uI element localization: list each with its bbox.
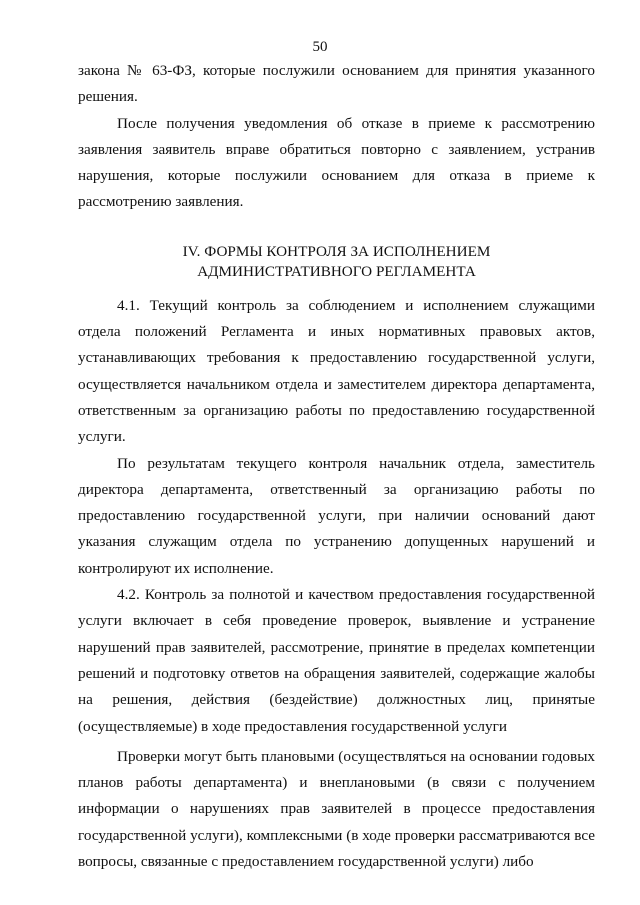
document-body <box>78 58 595 875</box>
paragraph-inspections: Проверки могут быть плановыми (осуществляться на основании годовых планов работы департамента) и внеплановыми (в связи с получением информации о нарушениях прав заявителей в процессе предоставления государственной услуги), комплексными (в ходе проверки рассматриваются все вопросы, связанные с предоставлением государственной услуги) либо <box>78 747 595 871</box>
section-heading <box>78 242 595 282</box>
page-number: 50 <box>312 39 328 55</box>
section-heading-line-2: АДМИНИСТРАТИВНОГО РЕГЛАМЕНТА <box>197 262 476 280</box>
paragraph-refusal-notice: После получения уведомления об отказе в приеме к рассмотрению заявления заявитель вправе обратиться повторно с заявлением, устранив нарушения, которые послужили основанием для отказа в приеме к рассмотрению заявления. <box>78 114 595 211</box>
paragraph-4-2: 4.2. Контроль за полнотой и качеством предоставления государственной услуги включает в себя проведение проверок, выявление и устранение нарушений прав заявителей, рассмотрение, принятие в пределах компетенции решений и подготовку ответов на обращения заявителей, содержащие жалобы на решения, действия (бездействие) должностных лиц, принятые (осуществляемые) в ходе предоставления государственной услуги <box>78 586 595 735</box>
paragraph-4-1: 4.1. Текущий контроль за соблюдением и исполнением служащими отдела положений Регламента и иных нормативных правовых актов, устанавливающих требования к предоставлению государственной услуги, осуществляется начальником отдела и заместителем директора департамента, ответственным за организацию работы по предоставлению государственной услуги. <box>78 296 595 446</box>
paragraph-continuation: закона № 63-ФЗ, которые послужили основанием для принятия указанного решения. <box>78 62 595 106</box>
section-heading-line-1: IV. ФОРМЫ КОНТРОЛЯ ЗА ИСПОЛНЕНИЕМ <box>182 242 491 260</box>
paragraph-current-control-results: По результатам текущего контроля начальник отдела, заместитель директора департамента, ответственный за организацию работы по предоставлению государственной услуги, при наличии оснований дают указания служащим отдела по устранению допущенных нарушений и контролируют их исполнение. <box>78 454 595 577</box>
